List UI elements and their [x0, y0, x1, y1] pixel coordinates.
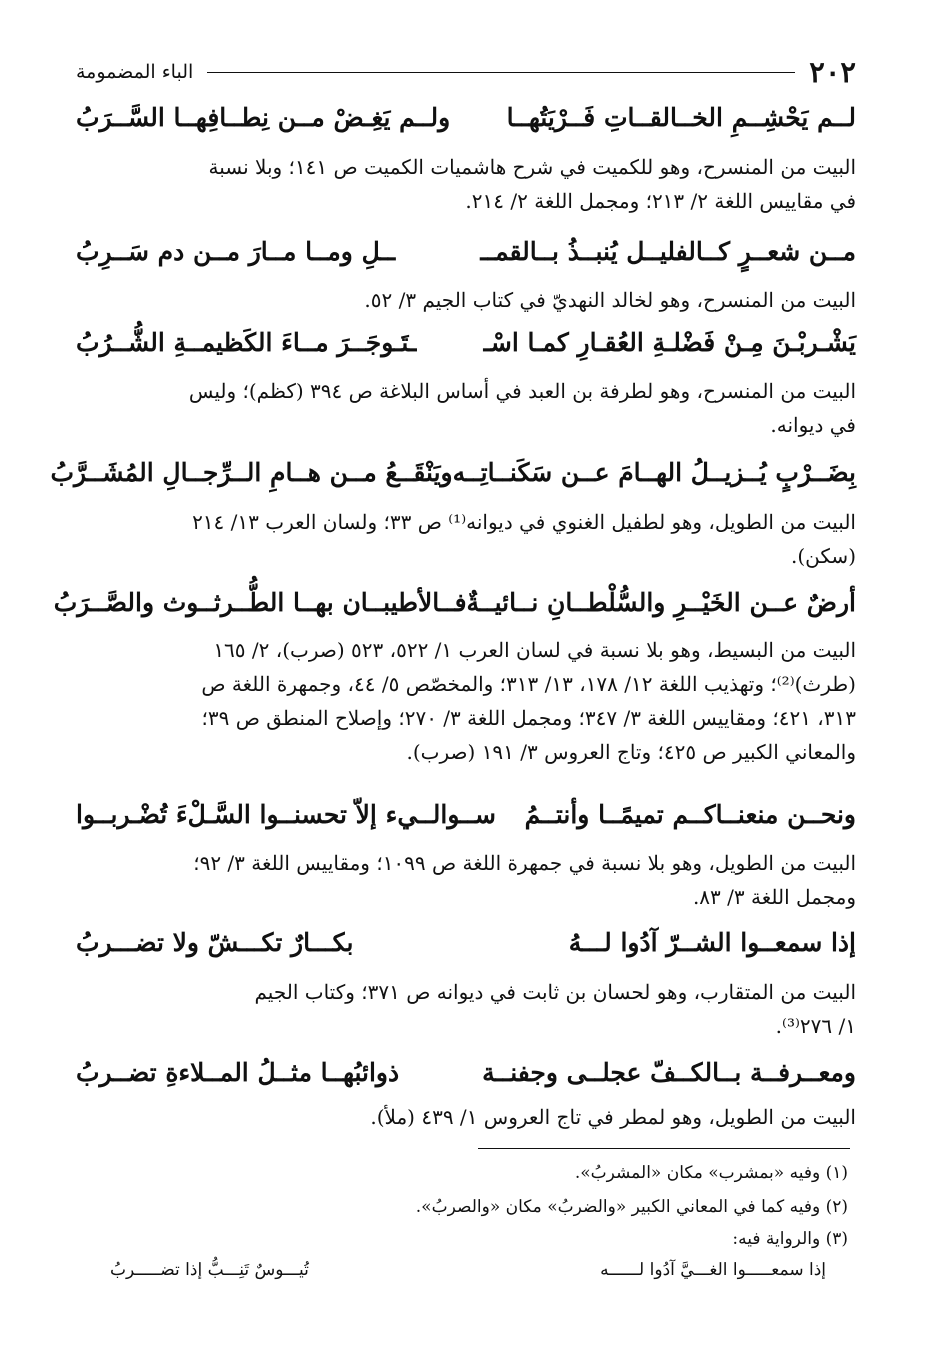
- header-rule: [207, 72, 795, 73]
- verse-note: [76, 1100, 856, 1134]
- verse: [53, 585, 856, 620]
- note-line: ٣١٣، ٤٢١؛ ومقاييس اللغة ٣/ ٣٤٧؛ ومجمل اللغة ٣/ ٢٧٠؛ وإصلاح المنطق ص ٣٩؛: [201, 706, 856, 730]
- verse-first-hemistich: ونحــن منعنــاكــم تميمًــا وأنتــمُ: [524, 800, 856, 829]
- verse-second-hemistich: ويَنْقَــعُ مــن هــامِ الــرِّجــالِ المُشَــرَّبُ: [50, 458, 453, 487]
- verse: [76, 234, 856, 269]
- footnote: (٢) وفيه كما في المعاني الكبير «والضربُ» مكان «والصربُ».: [415, 1197, 848, 1217]
- verse-note: [76, 505, 856, 573]
- verse-second-hemistich: ولــم يَغِـضْ مــن نِطــافِهــا السَّــرَبُ: [76, 103, 451, 132]
- page-number: ٢٠٢: [809, 55, 856, 89]
- verse-note: [76, 374, 856, 442]
- verse-first-hemistich: مــن شعــرٍ كــالفليــل يُنبــذُ بــالقمــ: [480, 237, 856, 266]
- note-line: ومجمل اللغة ٣/ ٨٣.: [692, 885, 856, 909]
- verse-first-hemistich: بِضَــرْبٍ يُــزيــلُ الهــامَ عــن سَكَنــاتِــه: [452, 458, 856, 487]
- note-line: البيت من الطويل، وهو لمطر في تاج العروس ١/ ٤٣٩ (ملأ).: [370, 1105, 856, 1129]
- footnote-verse: [110, 1260, 826, 1280]
- running-title: الباء المضمومة: [76, 61, 194, 83]
- verse-note: [76, 150, 856, 218]
- verse: [76, 797, 856, 832]
- verse-first-hemistich: لــم يَحْشِــمِ الخــالقــاتِ فَــرْيَتُهــا: [506, 103, 856, 132]
- footnote: (٣) والرواية فيه:: [732, 1229, 848, 1249]
- verse-second-hemistich: ذوائبُهــا مثــلُ المــلاءةِ تضــربُ: [76, 1058, 400, 1087]
- note-line: ١/ ٢٧٦⁽³⁾.: [775, 1014, 856, 1038]
- note-line: البيت من الطويل، وهو لطفيل الغنوي في ديوانه⁽¹⁾ ص ٣٣؛ ولسان العرب ١٣/ ٢١٤: [192, 510, 856, 534]
- verse-second-hemistich: ــلِ ومــا مــارَ مــن دم سَــرِبُ: [76, 237, 396, 266]
- verse-note: [76, 975, 856, 1043]
- footnote-verse-first-hemistich: إذا سمعـــــوا الغـــيَّ آدُوا لــــــه: [600, 1260, 826, 1280]
- verse: [50, 455, 856, 490]
- note-line: (سكن).: [791, 544, 856, 568]
- note-line: البيت من المنسرح، وهو للكميت في شرح هاشميات الكميت ص ١٤١؛ وبلا نسبة: [208, 155, 856, 179]
- note-line: البيت من الطويل، وهو بلا نسبة في جمهرة اللغة ص ١٠٩٩؛ ومقاييس اللغة ٣/ ٩٢؛: [193, 851, 856, 875]
- verse: [76, 925, 856, 960]
- page-header: [76, 52, 856, 92]
- verse-second-hemistich: بكـــارٌ تكـــشّ ولا تضـــربُ: [76, 928, 354, 957]
- verse-second-hemistich: ـتَـوجَــرَ مــاءَ الكَظيمــةِ الشُّــرُبُ: [76, 328, 417, 357]
- verse-note: [76, 283, 856, 317]
- verse-first-hemistich: أرضٌ عــن الخَيْــرِ والسُّلْطــانِ نــائيــةٌ: [466, 588, 856, 617]
- verse-first-hemistich: يَشْـربْـنَ مِـنْ فَضْلـةِ العُقـارِ كمـا اسْـ: [483, 328, 856, 357]
- footnote: (١) وفيه «بمشرب» مكان «المشربُ».: [574, 1163, 848, 1183]
- verse: [76, 1055, 856, 1090]
- footnote-separator: [478, 1148, 850, 1149]
- verse: [76, 100, 856, 135]
- note-line: البيت من المنسرح، وهو لخالد النهديّ في كتاب الجيم ٣/ ٥٢.: [364, 288, 856, 312]
- note-line: والمعاني الكبير ص ٤٢٥؛ وتاج العروس ٣/ ١٩١ (صرب).: [406, 740, 856, 764]
- verse-note: [76, 633, 856, 769]
- note-line: (طرث)⁽²⁾؛ وتهذيب اللغة ١٢/ ١٧٨، ١٣/ ٣١٣؛ والمخصّص ٥/ ٤٤، وجمهرة اللغة ص: [201, 672, 856, 696]
- verse-second-hemistich: فــالأطيبــان بهــا الطُّــرثــوث والصَّــرَبُ: [53, 588, 467, 617]
- verse-first-hemistich: ومعــرفــة بــالكــفّ عجلــى وجفنــة: [482, 1058, 856, 1087]
- note-line: البيت من المنسرح، وهو لطرفة بن العبد في أساس البلاغة ص ٣٩٤ (كظم)؛ وليس: [188, 379, 856, 403]
- note-line: البيت من البسيط، وهو بلا نسبة في لسان العرب ١/ ٥٢٢، ٥٢٣ (صرب)، ٢/ ١٦٥: [213, 638, 856, 662]
- note-line: في مقاييس اللغة ٢/ ٢١٣؛ ومجمل اللغة ٢/ ٢١٤.: [465, 189, 856, 213]
- verse-note: [76, 846, 856, 914]
- verse-second-hemistich: ســوالــيء إلاّ تحسنــوا السَّـلْءَ تُضْـربــوا: [76, 800, 496, 829]
- note-line: البيت من المتقارب، وهو لحسان بن ثابت في ديوانه ص ٣٧١؛ وكتاب الجيم: [254, 980, 856, 1004]
- verse: [76, 325, 856, 360]
- verse-first-hemistich: إذا سمعــوا الشــرّ آدُوا لـــهُ: [568, 928, 856, 957]
- footnote-verse-second-hemistich: تُيـــوسٌ تَنِـــبُّ إذا تضـــــربُ: [110, 1260, 309, 1280]
- note-line: في ديوانه.: [770, 413, 856, 437]
